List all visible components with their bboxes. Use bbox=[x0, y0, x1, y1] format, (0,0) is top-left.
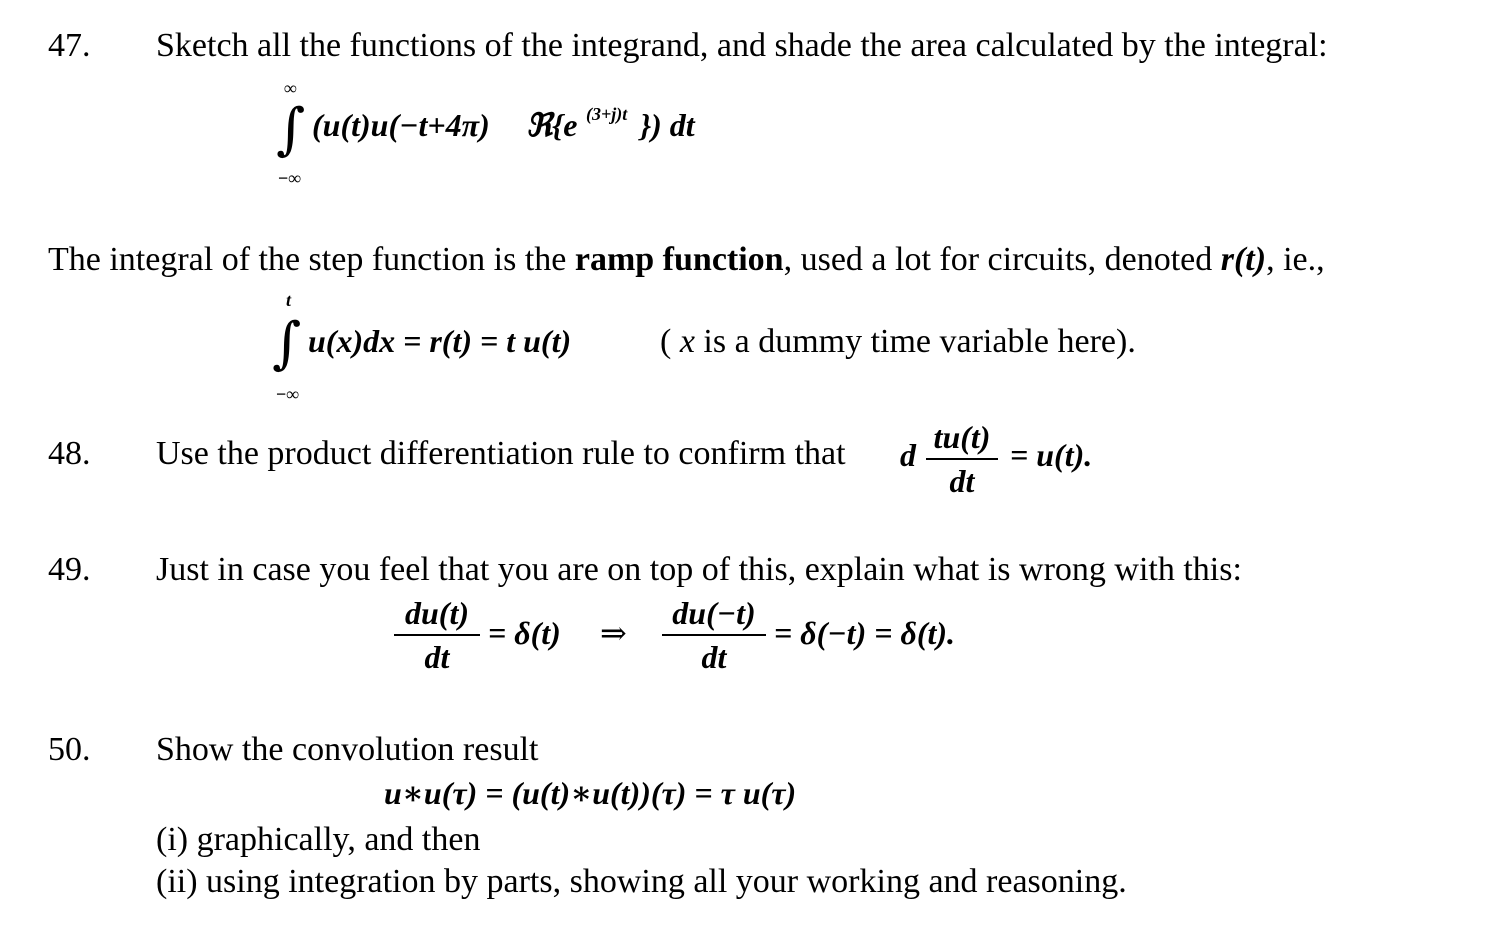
integral-47-integrand-a: (u(t)u(−t+4π) bbox=[312, 107, 490, 143]
problem-50-formula: u∗u(τ) = (u(t)∗u(t))(τ) = τ u(τ) bbox=[384, 775, 797, 811]
problem-48-rhs: = u(t). bbox=[1010, 437, 1093, 473]
problem-48-fraction-bottom: dt bbox=[949, 463, 975, 499]
problem-50-text: Show the convolution result bbox=[156, 731, 539, 768]
integral-47-integrand-b: }) dt bbox=[640, 107, 695, 143]
problem-50-number: 50. bbox=[48, 731, 91, 768]
integral-47-lower-limit: −∞ bbox=[278, 168, 302, 188]
problem-48-number: 48. bbox=[48, 435, 91, 472]
problem-48-fraction-top: tu(t) bbox=[933, 419, 991, 455]
problem-49-fraction-1-top: du(t) bbox=[405, 595, 469, 631]
ramp-text-c: , ie., bbox=[1266, 241, 1325, 278]
ramp-bold-term: ramp function bbox=[574, 241, 784, 278]
ramp-rt: r(t) bbox=[1220, 241, 1267, 278]
ramp-text-b: , used a lot for circuits, denoted bbox=[783, 241, 1221, 278]
problem-49-eq1: = δ(t) bbox=[488, 615, 561, 651]
problem-49-arrow: ⇒ bbox=[600, 615, 627, 651]
problem-47-text: Sketch all the functions of the integrand, and shade the area calculated by the integral: bbox=[156, 27, 1328, 64]
problem-49-eq2: = δ(−t) = δ(t). bbox=[774, 615, 956, 651]
integral-ramp-upper-limit: t bbox=[286, 290, 292, 310]
integral-47-re: ℜ{e bbox=[526, 107, 578, 143]
problem-49-text: Just in case you feel that you are on top of this, explain what is wrong with this: bbox=[156, 551, 1242, 588]
problem-49-fraction-1-bottom: dt bbox=[424, 639, 450, 675]
integral-ramp-lower-limit: −∞ bbox=[276, 384, 300, 404]
problem-49-fraction-2 bbox=[662, 594, 766, 676]
integral-47-upper-limit: ∞ bbox=[284, 78, 297, 98]
problem-49-number: 49. bbox=[48, 551, 91, 588]
integral-ramp-formula: u(x)dx = r(t) = t u(t) bbox=[308, 323, 572, 359]
problem-48-d: d bbox=[900, 437, 916, 473]
ramp-text-a: The integral of the step function is the bbox=[48, 241, 575, 278]
integral-ramp-sign: ∫ bbox=[272, 311, 302, 376]
problem-48-text: Use the product differentiation rule to confirm that bbox=[156, 435, 846, 472]
problem-50-line1: (i) graphically, and then bbox=[156, 821, 481, 858]
problem-50-line2: (ii) using integration by parts, showing all your working and reasoning. bbox=[156, 863, 1127, 900]
problem-49-fraction-1 bbox=[394, 594, 480, 676]
fraction-bar bbox=[926, 458, 998, 460]
problem-48-fraction bbox=[926, 418, 998, 500]
integral-47-exponent: (3+j)t bbox=[586, 104, 628, 124]
fraction-bar bbox=[394, 634, 480, 636]
problem-49-fraction-2-top: du(−t) bbox=[672, 595, 756, 631]
ramp-note-x: x bbox=[679, 323, 695, 360]
ramp-paragraph bbox=[48, 240, 1325, 280]
ramp-note-a: ( bbox=[660, 323, 680, 360]
integral-47-sign: ∫ bbox=[276, 97, 306, 162]
ramp-note bbox=[660, 322, 1136, 362]
problem-47-number: 47. bbox=[48, 27, 91, 64]
problem-49-fraction-2-bottom: dt bbox=[701, 639, 727, 675]
fraction-bar bbox=[662, 634, 766, 636]
ramp-note-b: is a dummy time variable here). bbox=[694, 323, 1136, 360]
